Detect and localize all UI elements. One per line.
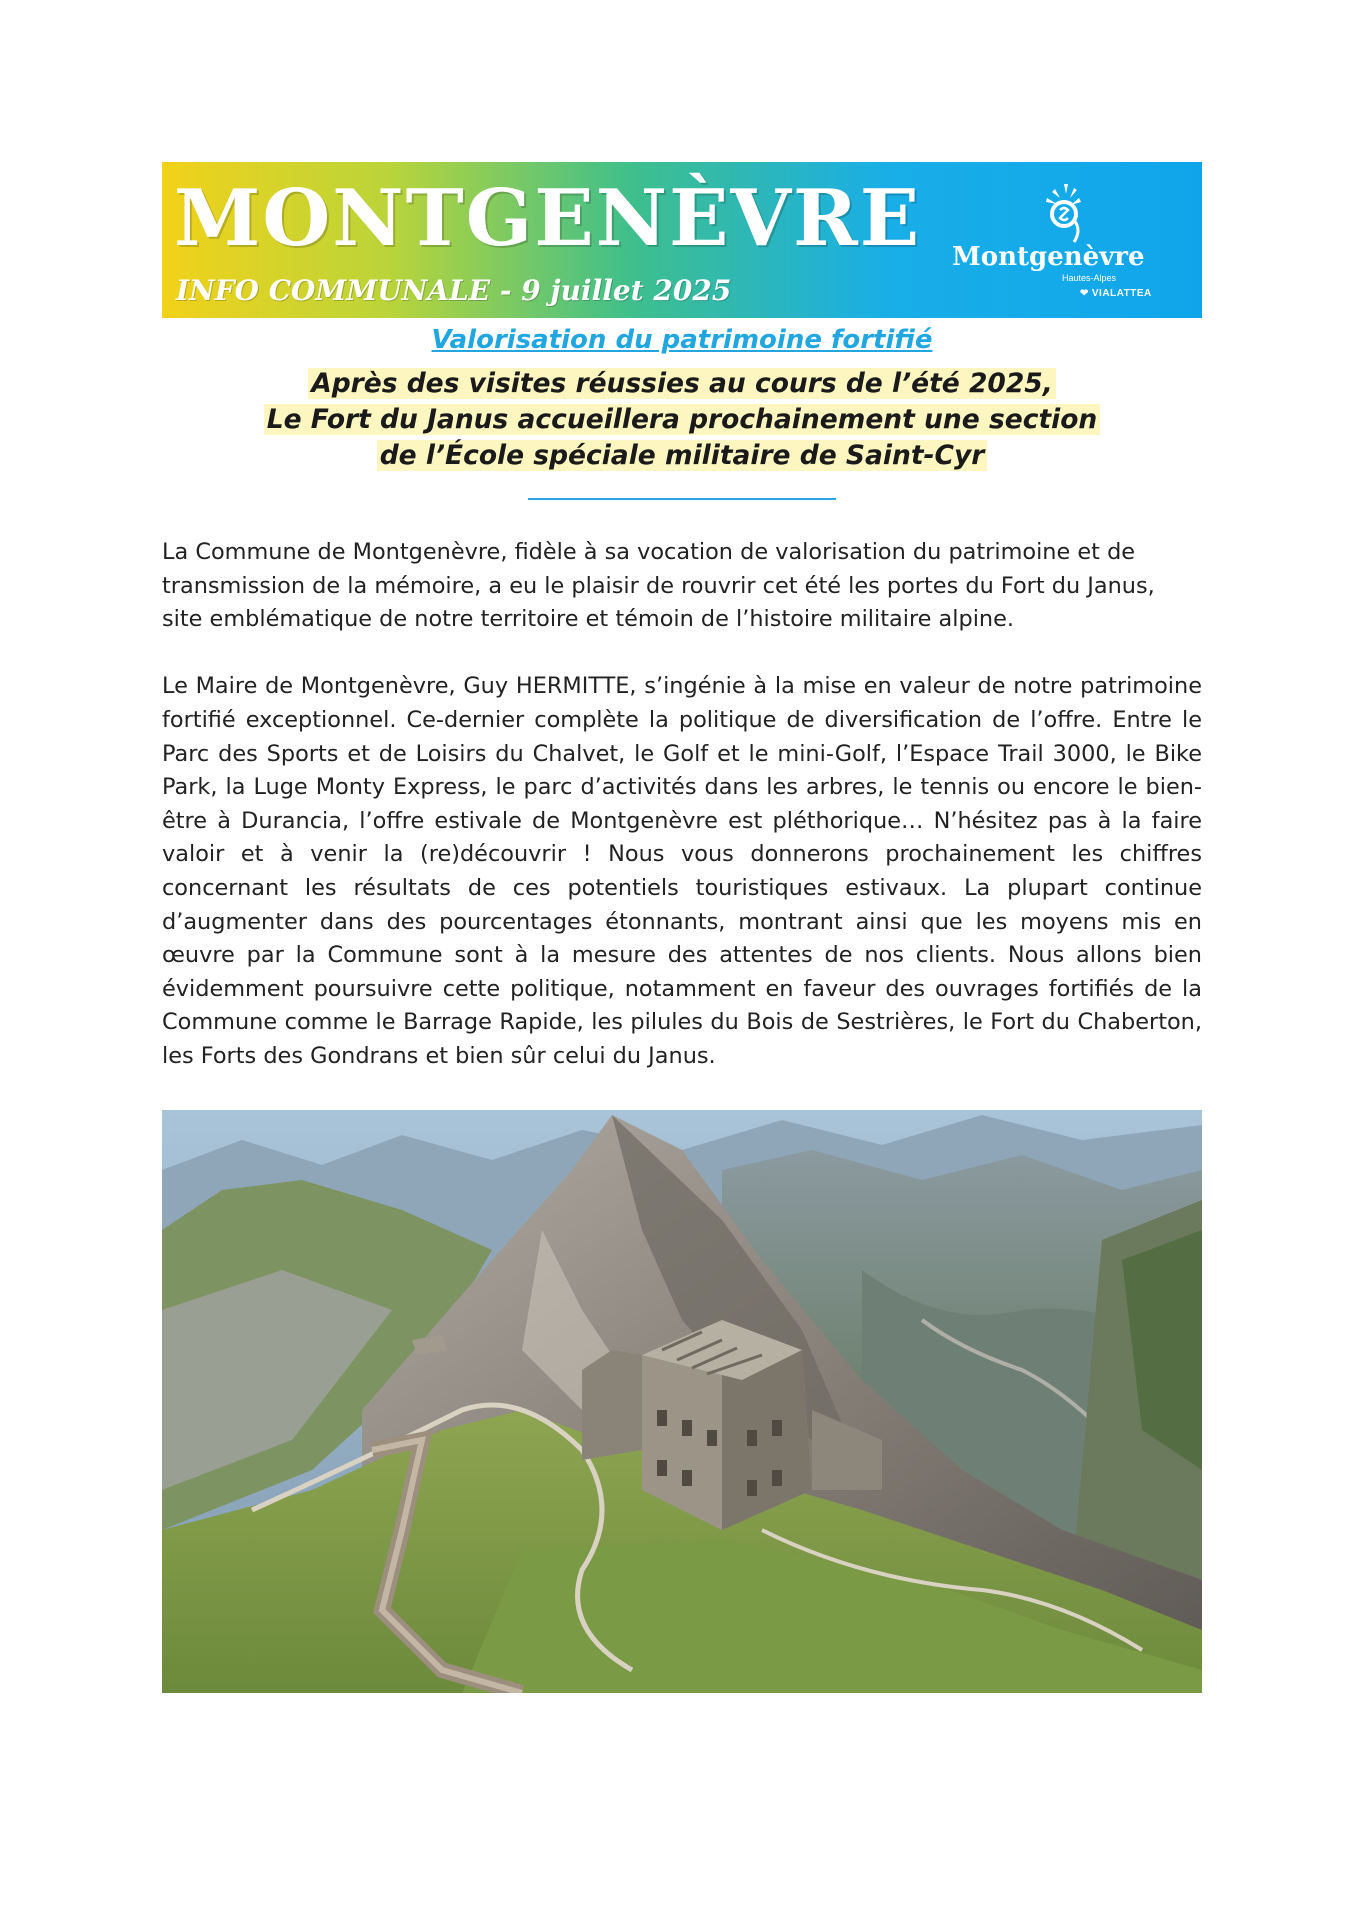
fort-janus-aerial-photo xyxy=(162,1110,1202,1693)
page-title: MONTGENÈVRE xyxy=(174,173,922,264)
logo-region: Hautes-Alpes xyxy=(1062,273,1117,283)
vialattea-icon: ❤ xyxy=(1080,288,1089,299)
logo-wordmark: Montgenèvre xyxy=(952,242,1145,272)
headline-divider xyxy=(528,498,836,500)
fort-janus-photo xyxy=(162,1110,1202,1693)
paragraph-mayor: Le Maire de Montgenèvre, Guy HERMITTE, s’ingénie à la mise en valeur de notre patrimoine fortifié exceptionnel. Ce-dernier complète la politique de diversification de l’offre. Entre le Parc des Sports et de Loisirs du Chalvet, le Golf et le mini-Golf, l’Espace Trail 3000, le Bike Park, la Luge Monty Express, le parc d’activités dans les arbres, le tennis ou encore le bien-être à Durancia, l’offre estivale de Montgenèvre est pléthorique… N’hésitez pas à la faire valoir et à venir la (re)découvrir ! Nous vous donnerons prochainement les chiffres concernant les résultats de ces potentiels touristiques estivaux. La plupart continue d’augmenter dans des pourcentages étonnants, montrant ainsi que les moyens mis en œuvre par la Commune sont à la mesure des attentes de nos clients. Nous allons bien évidemment poursuivre cette politique, notamment en faveur des ouvrages fortifiés de la Commune comme le Barrage Rapide, les pilules du Bois de Sestrières, le Fort du Chaberton, les Forts des Gondrans et bien sûr celui du Janus. xyxy=(162,673,1202,1069)
section-rubric: Valorisation du patrimoine fortifié xyxy=(431,325,933,355)
montgenevre-logo xyxy=(952,180,1182,308)
headline-line-1: Après des visites réussies au cours de l’été 2025, xyxy=(162,366,1202,402)
partner-logo xyxy=(1080,288,1152,299)
article-headline xyxy=(162,366,1202,474)
article-body xyxy=(162,536,1202,1107)
paragraph-intro: La Commune de Montgenèvre, fidèle à sa vocation de valorisation du patrimoine et de transmission de la mémoire, a eu le plaisir de rouvrir cet été les portes du Fort du Janus, site emblématique de notre territoire et témoin de l’histoire militaire alpine. xyxy=(162,539,1155,633)
montgenevre-logo-icon xyxy=(1030,180,1094,244)
partner-name: VIALATTEA xyxy=(1091,288,1152,299)
headline-line-2: Le Fort du Janus accueillera prochainement une section xyxy=(162,402,1202,438)
issue-subtitle: INFO COMMUNALE - 9 juillet 2025 xyxy=(176,274,732,307)
headline-line-3: de l’École spéciale militaire de Saint-Cyr xyxy=(162,438,1202,474)
header-banner xyxy=(162,162,1202,318)
